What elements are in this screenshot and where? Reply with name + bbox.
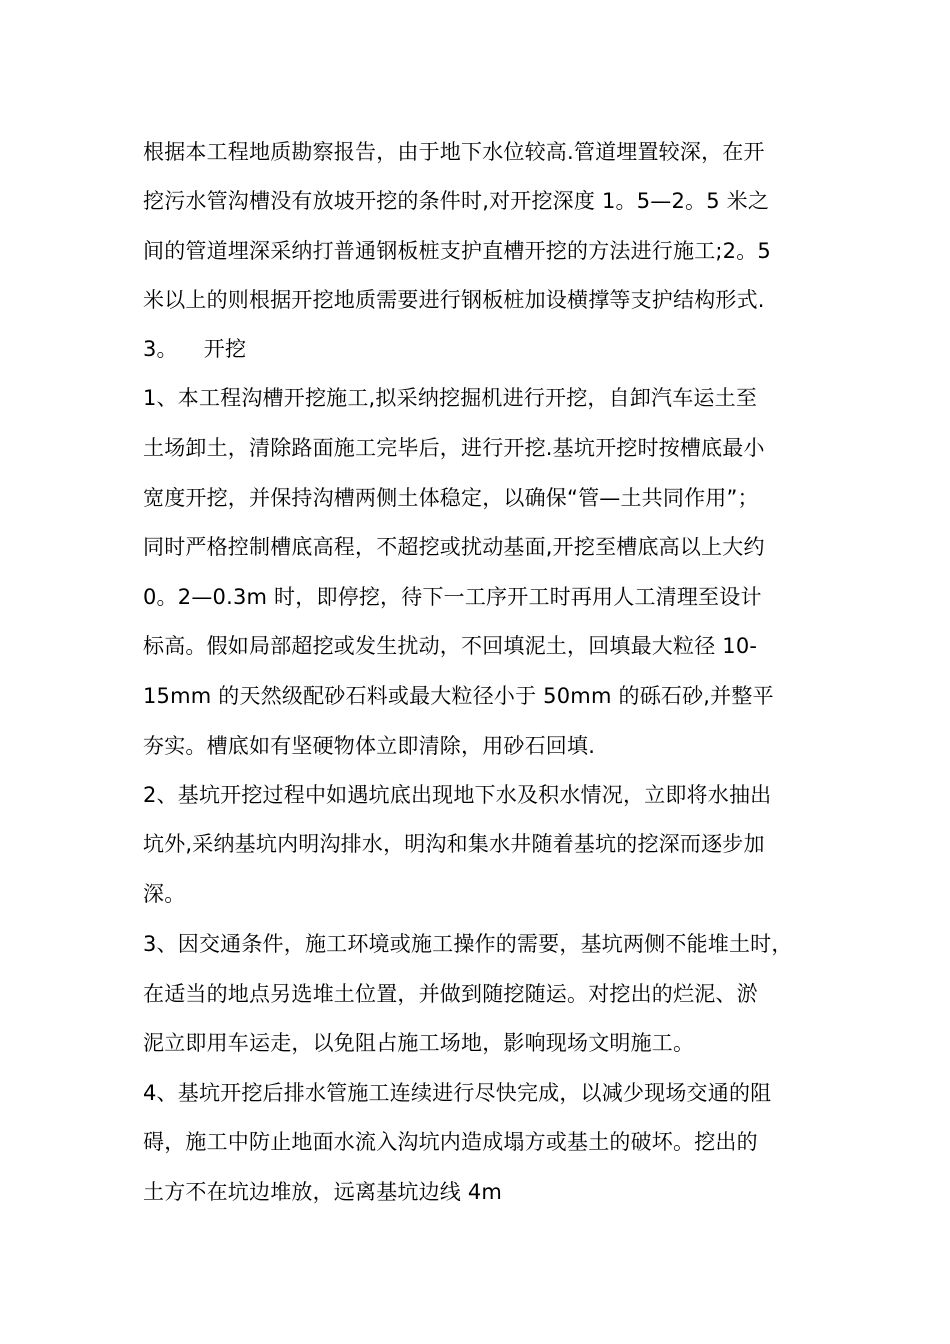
paragraph-line: 土场卸土，清除路面施工完毕后，进行开挖.基坑开挖时按槽底最小 — [143, 436, 765, 460]
paragraph-line: 坑外,采纳基坑内明沟排水，明沟和集水井随着基坑的挖深而逐步加 — [143, 832, 765, 856]
section-number: 3。 — [143, 337, 178, 361]
paragraph-line: 深。 — [143, 882, 186, 906]
paragraph-line: 根据本工程地质勘察报告，由于地下水位较高.管道埋置较深，在开 — [143, 140, 765, 164]
paragraph-line: 夯实。槽底如有坚硬物体立即清除，用砂石回填. — [143, 734, 596, 758]
paragraph-line: 土方不在坑边堆放，远离基坑边线 4m — [143, 1180, 503, 1204]
paragraph-line: 间的管道埋深采纳打普通钢板桩支护直槽开挖的方法进行施工;2。5 — [143, 239, 771, 263]
section-heading — [143, 334, 246, 364]
paragraph-line: 挖污水管沟槽没有放坡开挖的条件时,对开挖深度 1。5—2。5 米之 — [143, 189, 770, 213]
paragraph-line: 泥立即用车运走，以免阻占施工场地，影响现场文明施工。 — [143, 1031, 695, 1055]
paragraph-line: 标高。假如局部超挖或发生扰动，不回填泥土，回填最大粒径 10- — [143, 634, 758, 658]
paragraph-line: 米以上的则根据开挖地质需要进行钢板桩加设横撑等支护结构形式. — [143, 288, 765, 312]
paragraph-line: 0。2—0.3m 时，即停挖，待下一工序开工时再用人工清理至设计 — [143, 585, 762, 609]
paragraph-line: 同时严格控制槽底高程，不超挖或扰动基面,开挖至槽底高以上大约 — [143, 535, 765, 559]
paragraph-line: 3、因交通条件，施工环境或施工操作的需要，基坑两侧不能堆土时， — [143, 932, 793, 956]
paragraph-line: 在适当的地点另选堆土位置，并做到随挖随运。对挖出的烂泥、淤 — [143, 982, 758, 1006]
paragraph-line: 15mm 的天然级配砂石料或最大粒径小于 50mm 的砾石砂,并整平 — [143, 684, 774, 708]
paragraph-line: 碍，施工中防止地面水流入沟坑内造成塌方或基土的破坏。挖出的 — [143, 1130, 758, 1154]
paragraph-line: 宽度开挖，并保持沟槽两侧土体稳定，以确保“管—土共同作用”； — [143, 486, 759, 510]
section-title: 开挖 — [203, 337, 247, 361]
paragraph-line: 2、基坑开挖过程中如遇坑底出现地下水及积水情况，立即将水抽出 — [143, 783, 772, 807]
paragraph-line: 4、基坑开挖后排水管施工连续进行尽快完成，以减少现场交通的阻 — [143, 1081, 772, 1105]
paragraph-line: 1、本工程沟槽开挖施工,拟采纳挖掘机进行开挖，自卸汽车运土至 — [143, 386, 758, 410]
